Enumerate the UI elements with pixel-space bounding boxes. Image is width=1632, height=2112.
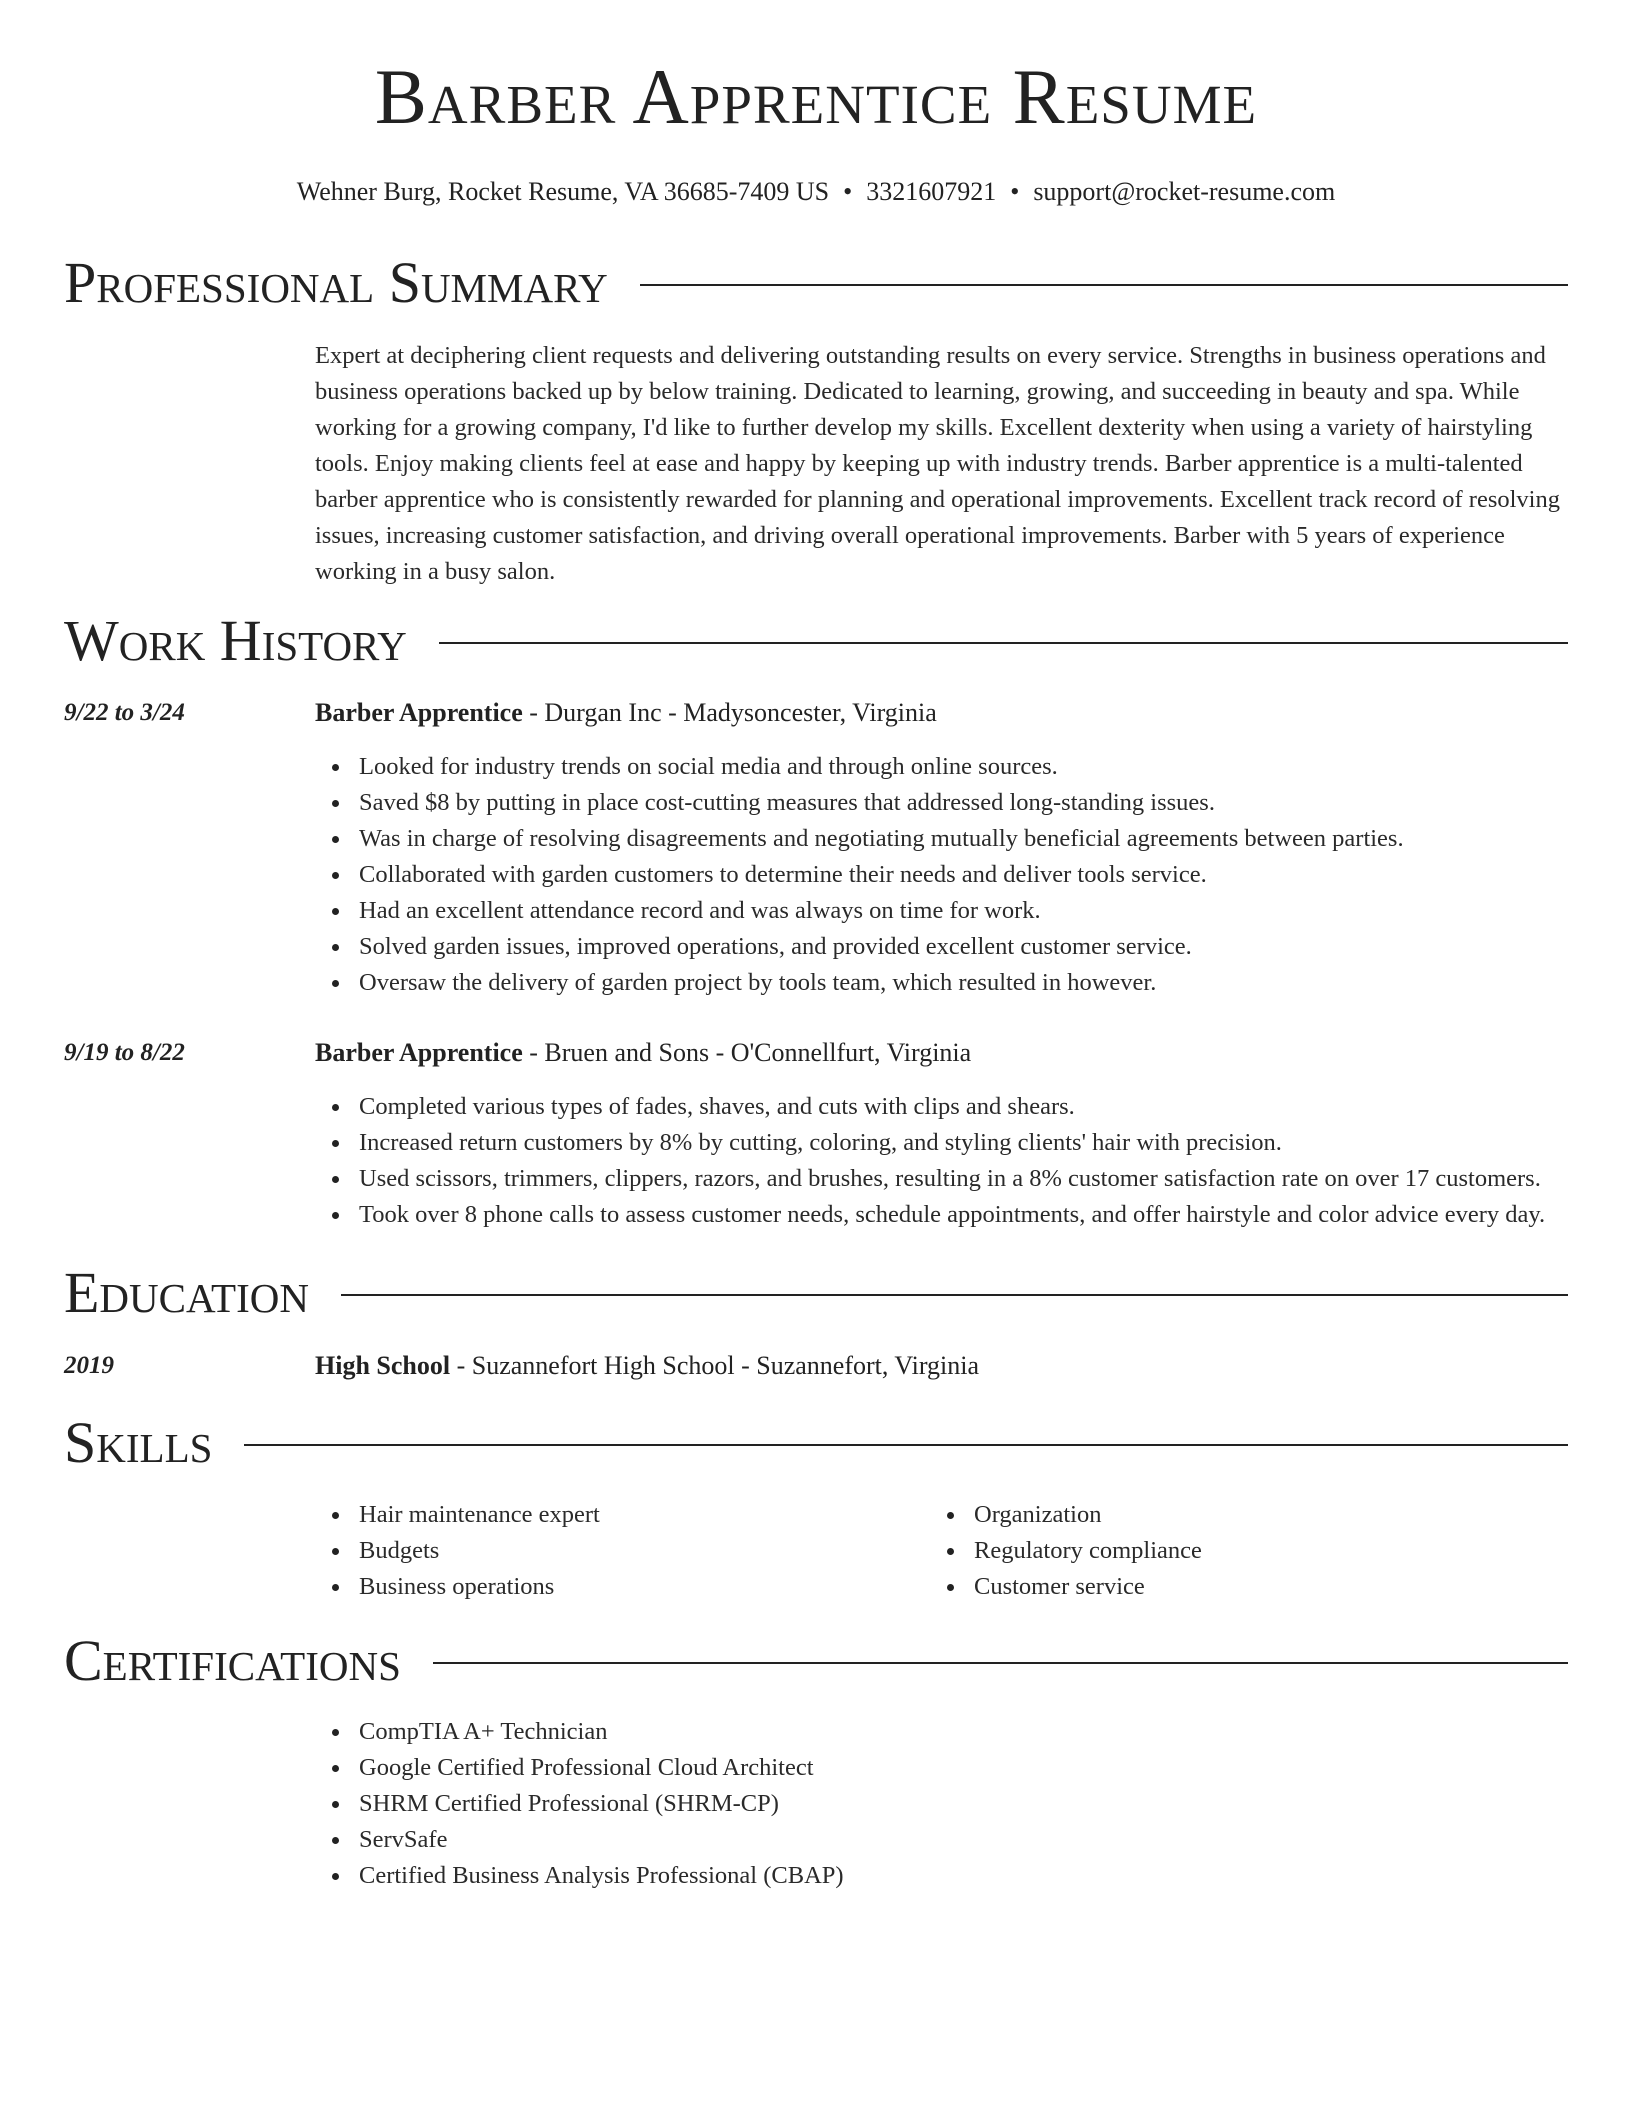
- section-header-skills: [64, 1410, 1568, 1475]
- job-bullet: Oversaw the delivery of garden project by tools team, which resulted in however.: [359, 965, 1619, 1001]
- skills-list-left: [315, 1497, 959, 1605]
- job-bullet: Collaborated with garden customers to determine their needs and deliver tools service.: [359, 857, 1619, 893]
- job-bullet: Looked for industry trends on social media and through online sources.: [359, 749, 1619, 785]
- job-details: - Bruen and Sons - O'Connellfurt, Virginia: [522, 1038, 972, 1067]
- section-header-summary: [64, 250, 1568, 315]
- education-degree: High School: [315, 1351, 451, 1380]
- contact-separator: •: [843, 177, 853, 206]
- education-heading: [315, 1350, 1568, 1382]
- skill-item: Organization: [974, 1497, 1574, 1533]
- section-divider: [433, 1662, 1568, 1664]
- job-dates: 9/19 to 8/22: [64, 1039, 185, 1066]
- education-year: 2019: [64, 1352, 114, 1379]
- section-header-work-history: [64, 608, 1568, 673]
- section-divider: [439, 642, 1568, 644]
- contact-address: Wehner Burg, Rocket Resume, VA 36685-7409 US: [296, 177, 830, 206]
- certification-item: Certified Business Analysis Professional (CBAP): [359, 1858, 1619, 1894]
- skill-item: Customer service: [974, 1569, 1574, 1605]
- section-title-skills: Skills: [64, 1410, 213, 1475]
- contact-email: support@rocket-resume.com: [1033, 177, 1336, 206]
- job-heading: [315, 697, 1568, 729]
- contact-line: [0, 176, 1632, 207]
- section-title-summary: Professional Summary: [64, 250, 608, 315]
- skill-item: Business operations: [359, 1569, 959, 1605]
- section-header-education: [64, 1260, 1568, 1325]
- section-divider: [341, 1294, 1568, 1296]
- skills-list-right: [930, 1497, 1574, 1605]
- section-title-work-history: Work History: [64, 608, 407, 673]
- skill-item: Regulatory compliance: [974, 1533, 1574, 1569]
- section-title-certifications: Certifications: [64, 1628, 401, 1693]
- job-details: - Durgan Inc - Madysoncester, Virginia: [522, 698, 937, 727]
- section-title-education: Education: [64, 1260, 309, 1325]
- section-divider: [244, 1444, 1568, 1446]
- job-bullets: [315, 1089, 1619, 1233]
- resume-title: Barber Apprentice Resume: [374, 53, 1258, 140]
- contact-phone: 3321607921: [866, 177, 997, 206]
- skill-item: Budgets: [359, 1533, 959, 1569]
- contact-separator: •: [1010, 177, 1020, 206]
- job-bullet: Had an excellent attendance record and was always on time for work.: [359, 893, 1619, 929]
- job-heading: [315, 1037, 1568, 1069]
- job-dates: 9/22 to 3/24: [64, 699, 185, 726]
- job-bullet: Used scissors, trimmers, clippers, razors, and brushes, resulting in a 8% customer satisfaction rate on over 17 customers.: [359, 1161, 1619, 1197]
- job-bullet: Solved garden issues, improved operations, and provided excellent customer service.: [359, 929, 1619, 965]
- job-title: Barber Apprentice: [315, 698, 523, 727]
- certification-item: Google Certified Professional Cloud Architect: [359, 1750, 1619, 1786]
- job-bullets: [315, 749, 1619, 1001]
- job-bullet: Took over 8 phone calls to assess customer needs, schedule appointments, and offer hairstyle and color advice every day.: [359, 1197, 1619, 1233]
- summary-text: Expert at deciphering client requests and delivering outstanding results on every service. Strengths in business operations and business operations backed up by below training. Dedicated to learning, growing, and succeeding in beauty and spa. While working for a growing company, I'd like to further develop my skills. Excellent dexterity when using a variety of hairstyling tools. Enjoy making clients feel at ease and happy by keeping up with industry trends. Barber apprentice is a multi-talented barber apprentice who is consistently rewarded for planning and operational improvements. Excellent track record of resolving issues, increasing customer satisfaction, and driving overall operational improvements. Barber with 5 years of experience working in a busy salon.: [315, 342, 1560, 585]
- job-title: Barber Apprentice: [315, 1038, 523, 1067]
- job-bullet: Completed various types of fades, shaves, and cuts with clips and shears.: [359, 1089, 1619, 1125]
- certification-item: SHRM Certified Professional (SHRM-CP): [359, 1786, 1619, 1822]
- certification-item: ServSafe: [359, 1822, 1619, 1858]
- job-bullet: Saved $8 by putting in place cost-cutting measures that addressed long-standing issues.: [359, 785, 1619, 821]
- section-divider: [640, 284, 1568, 286]
- certifications-list: [315, 1714, 1619, 1894]
- section-header-certifications: [64, 1628, 1568, 1693]
- job-bullet: Increased return customers by 8% by cutting, coloring, and styling clients' hair with precision.: [359, 1125, 1619, 1161]
- skill-item: Hair maintenance expert: [359, 1497, 959, 1533]
- certification-item: CompTIA A+ Technician: [359, 1714, 1619, 1750]
- education-details: - Suzannefort High School - Suzannefort, Virginia: [450, 1351, 980, 1380]
- job-bullet: Was in charge of resolving disagreements and negotiating mutually beneficial agreements between parties.: [359, 821, 1619, 857]
